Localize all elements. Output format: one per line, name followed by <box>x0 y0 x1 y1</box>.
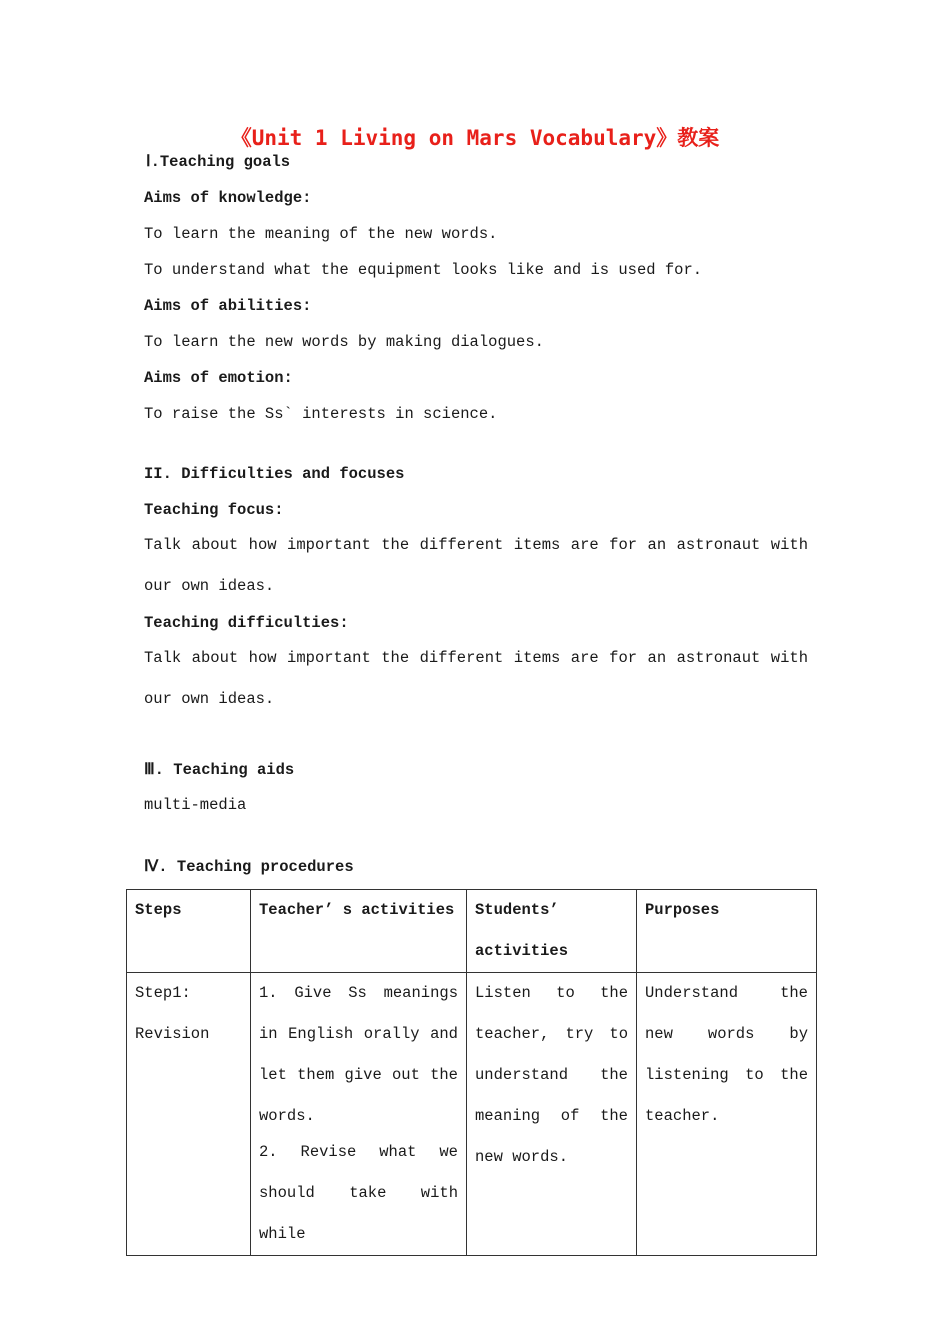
row-step <box>127 973 251 1256</box>
emotion-label: Aims of emotion: <box>144 369 293 387</box>
section2-heading: II. Difficulties and focuses <box>144 465 405 483</box>
aids-item: multi-media <box>144 796 247 814</box>
header-steps: Steps <box>127 890 251 973</box>
row-students-activities: Listen to the teacher, try to understand the meaning of the new words. <box>467 973 637 1256</box>
focus-label: Teaching focus: <box>144 501 284 519</box>
knowledge-label: Aims of knowledge: <box>144 189 312 207</box>
abilities-item: To learn the new words by making dialogues. <box>144 333 544 351</box>
difficulties-label: Teaching difficulties: <box>144 614 349 632</box>
focus-text: Talk about how important the different items are for an astronaut with our own ideas. <box>144 536 808 595</box>
step-text: Step1: Revision <box>135 984 210 1043</box>
teacher-activity-2: 2. Revise what we should take with while <box>259 1143 458 1243</box>
procedures-table <box>126 889 817 1256</box>
emotion-item: To raise the Ss` interests in science. <box>144 405 498 423</box>
section3-heading: Ⅲ. Teaching aids <box>144 761 295 779</box>
header-students-text: Students’ activities <box>475 901 569 960</box>
knowledge-item-1: To learn the meaning of the new words. <box>144 225 498 243</box>
page-title: 《Unit 1 Living on Mars Vocabulary》教案 <box>230 126 720 150</box>
knowledge-item-2: To understand what the equipment looks like and is used for. <box>144 261 703 279</box>
row-purposes: Understand the new words by listening to the teacher. <box>637 973 817 1256</box>
header-teacher-activities: Teacher’ s activities <box>251 890 467 973</box>
abilities-label: Aims of abilities: <box>144 297 312 315</box>
header-students-activities <box>467 890 637 973</box>
row-teacher-activities <box>251 973 467 1256</box>
header-purposes: Purposes <box>637 890 817 973</box>
table-header-row <box>127 890 817 973</box>
difficulties-text: Talk about how important the different items are for an astronaut with our own ideas. <box>144 649 808 708</box>
table-row <box>127 973 817 1256</box>
teacher-activity-1: 1. Give Ss meanings in English orally and let them give out the words. <box>259 984 458 1125</box>
section1-heading: Ⅰ.Teaching goals <box>146 153 291 171</box>
section4-heading: Ⅳ. Teaching procedures <box>144 858 354 876</box>
